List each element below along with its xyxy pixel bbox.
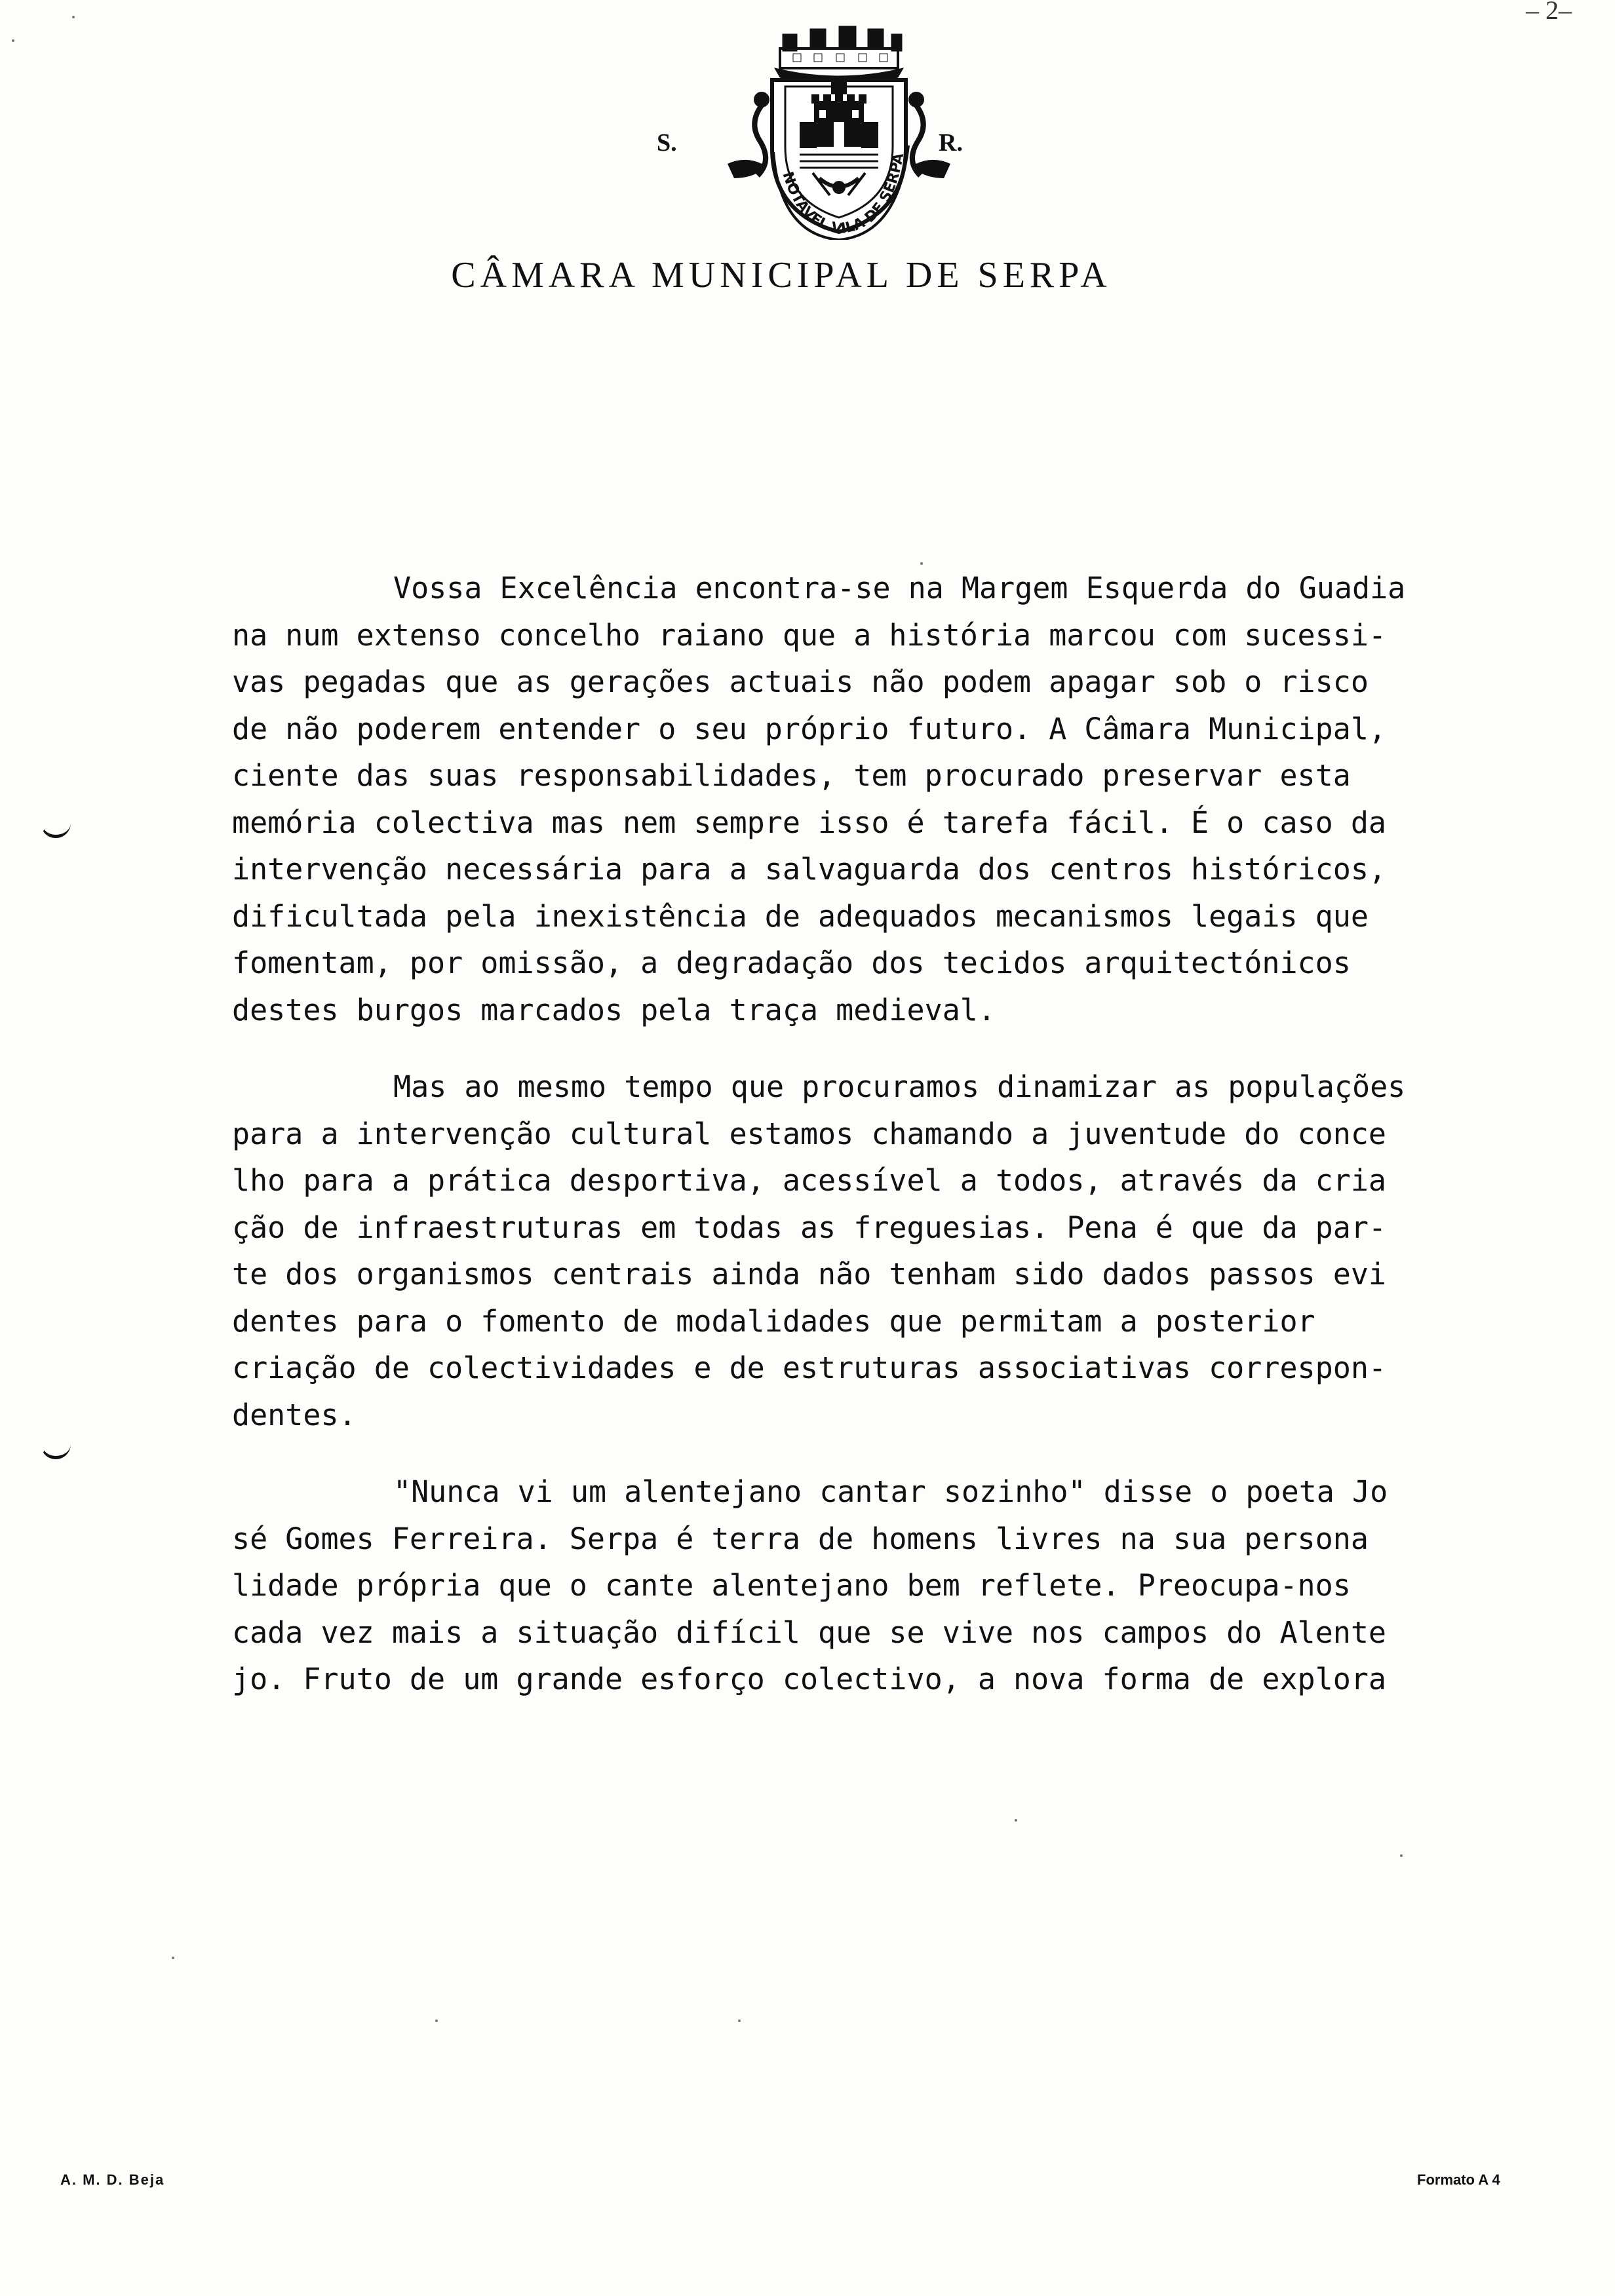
page-number: – 2– <box>1526 0 1572 25</box>
paragraph-2 <box>232 1063 1517 1438</box>
text-line: dentes. <box>232 1397 357 1432</box>
text-line: memória colectiva mas nem sempre isso é tarefa fácil. É o caso da <box>232 805 1386 840</box>
text-line: ciente das suas responsabilidades, tem procurado preservar esta <box>232 758 1351 793</box>
text-line: vas pegadas que as gerações actuais não podem apagar sob o risco <box>232 664 1369 699</box>
text-line: te dos organismos centrais ainda não tenham sido dados passos evi <box>232 1257 1386 1292</box>
text-line: lho para a prática desportiva, acessível a todos, através da cria <box>232 1163 1386 1198</box>
text-line: ção de infraestruturas em todas as freguesias. Pena é que da par- <box>232 1210 1386 1245</box>
paper-format-label: Formato A 4 <box>1417 2172 1500 2188</box>
text-line: dificultada pela inexistência de adequados mecanismos legais que <box>232 898 1369 934</box>
text-line: fomentam, por omissão, a degradação dos tecidos arquitectónicos <box>232 946 1351 980</box>
text-line: Vossa Excelência encontra-se na Margem Esquerda do Guadia <box>393 571 1406 605</box>
institution-heading: CÂMARA MUNICIPAL DE SERPA <box>451 255 1112 296</box>
archive-stamp: A. M. D. Beja <box>60 2172 165 2188</box>
scan-speck <box>920 562 923 565</box>
scan-speck <box>435 2019 438 2022</box>
text-line: jo. Fruto de um grande esforço colectivo, a nova forma de explora <box>232 1662 1386 1696</box>
text-line: cada vez mais a situação difícil que se vive nos campos do Alente <box>232 1615 1386 1650</box>
text-line: lidade própria que o cante alentejano bem reflete. Preocupa-nos <box>232 1568 1351 1603</box>
margin-hole-mark <box>41 820 71 838</box>
scan-speck <box>72 16 75 18</box>
text-line: Mas ao mesmo tempo que procuramos dinamizar as populações <box>393 1069 1406 1104</box>
initial-left: S. <box>657 129 677 157</box>
text-line: intervenção necessária para a salvaguarda dos centros históricos, <box>232 852 1386 887</box>
scan-speck <box>172 1957 174 1959</box>
municipal-coat-of-arms <box>701 24 977 240</box>
letter-body <box>232 565 1517 1733</box>
scan-speck <box>12 39 14 42</box>
text-line: destes burgos marcados pela traça medieval. <box>232 992 996 1027</box>
initial-right: R. <box>939 129 963 157</box>
scan-speck <box>1400 1854 1403 1857</box>
text-line: "Nunca vi um alentejano cantar sozinho" disse o poeta Jo <box>393 1474 1388 1509</box>
paragraph-3 <box>232 1468 1517 1703</box>
text-line: para a intervenção cultural estamos chamando a juventude do conce <box>232 1116 1386 1151</box>
scan-speck <box>1015 1819 1017 1822</box>
crest-motto: NOTAVEL VILA DE SERPA <box>779 151 908 238</box>
crest-icon <box>701 24 977 240</box>
text-line: sé Gomes Ferreira. Serpa é terra de homens livres na sua persona <box>232 1521 1369 1556</box>
text-line: na num extenso concelho raiano que a história marcou com sucessi- <box>232 617 1386 653</box>
margin-hole-mark <box>41 1442 71 1459</box>
scan-speck <box>738 2019 741 2022</box>
paragraph-1 <box>232 565 1517 1033</box>
text-line: dentes para o fomento de modalidades que permitam a posterior <box>232 1303 1315 1339</box>
text-line: de não poderem entender o seu próprio futuro. A Câmara Municipal, <box>232 711 1386 746</box>
text-line: criação de colectividades e de estruturas associativas correspon- <box>232 1350 1386 1385</box>
